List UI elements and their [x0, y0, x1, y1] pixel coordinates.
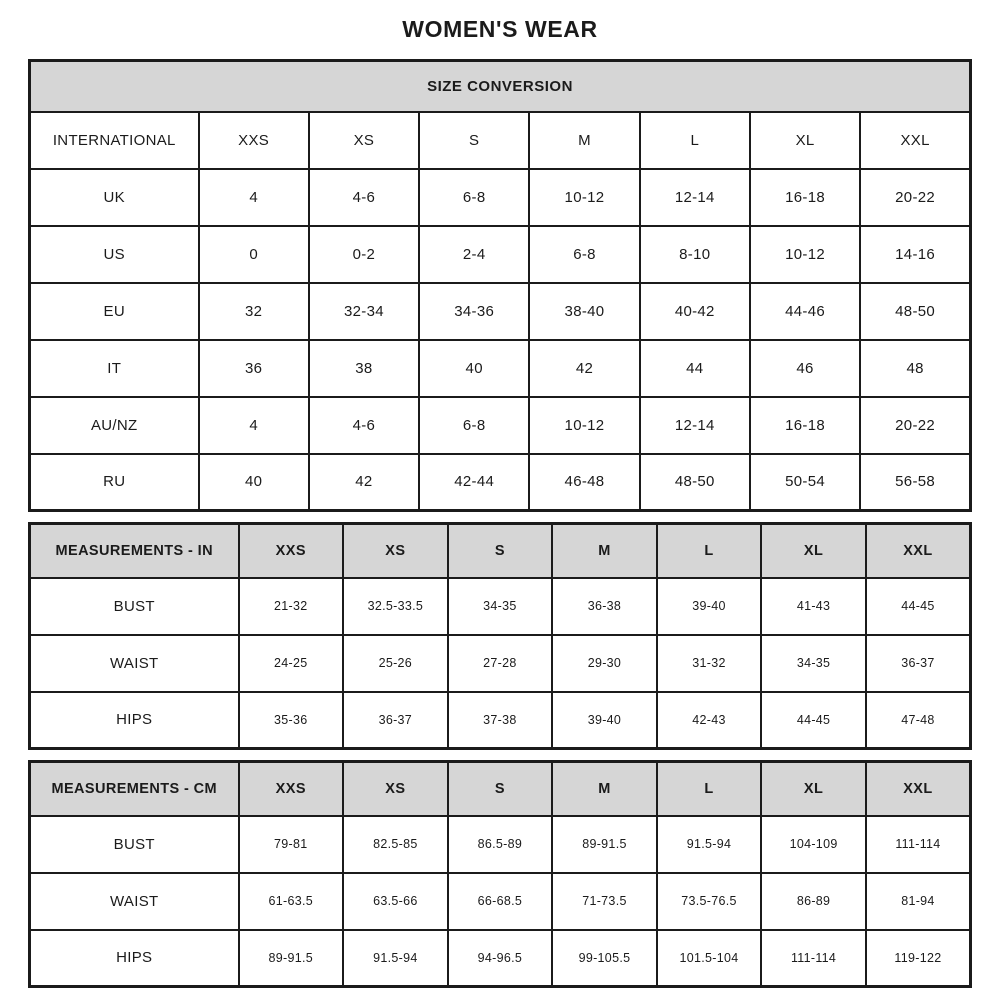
size-value: 0: [199, 226, 309, 283]
size-value: 42-44: [419, 454, 529, 511]
measurement-value: 37-38: [448, 692, 553, 749]
size-value: 4: [199, 397, 309, 454]
size-value: 4-6: [309, 397, 419, 454]
size-value: 48: [860, 340, 970, 397]
size-value: 38: [309, 340, 419, 397]
column-header-size: XS: [309, 112, 419, 169]
size-value: 16-18: [750, 397, 860, 454]
column-header-size: XXS: [239, 524, 344, 578]
measurement-value: 47-48: [866, 692, 971, 749]
column-header-size: XXS: [239, 762, 344, 816]
measurement-value: 29-30: [552, 635, 657, 692]
table-row: [30, 226, 971, 283]
size-value: 8-10: [640, 226, 750, 283]
size-value: 0-2: [309, 226, 419, 283]
measurement-value: 36-37: [866, 635, 971, 692]
table-row: [30, 169, 971, 226]
measurement-value: 73.5-76.5: [657, 873, 762, 930]
table-row: [30, 692, 971, 749]
column-header-size: XL: [750, 112, 860, 169]
measurement-value: 61-63.5: [239, 873, 344, 930]
column-header-size: XXL: [866, 524, 971, 578]
column-header-size: XS: [343, 762, 448, 816]
measurement-value: 34-35: [448, 578, 553, 635]
size-value: 16-18: [750, 169, 860, 226]
measurement-value: 111-114: [761, 930, 866, 987]
column-header-size: M: [552, 762, 657, 816]
table-row: [30, 816, 971, 873]
size-value: 10-12: [750, 226, 860, 283]
size-value: 38-40: [529, 283, 639, 340]
table-row: [30, 112, 971, 169]
size-value: 20-22: [860, 169, 970, 226]
column-header-size: S: [448, 762, 553, 816]
page-title: WOMEN'S WEAR: [402, 16, 598, 42]
size-value: 4: [199, 169, 309, 226]
size-conversion-table: [28, 59, 972, 512]
measurement-value: 86.5-89: [448, 816, 553, 873]
size-value: 44-46: [750, 283, 860, 340]
table-row: [30, 340, 971, 397]
column-header-size: M: [529, 112, 639, 169]
measurement-value: 39-40: [657, 578, 762, 635]
measurement-value: 91.5-94: [343, 930, 448, 987]
size-value: 48-50: [860, 283, 970, 340]
measurement-value: 94-96.5: [448, 930, 553, 987]
size-value: 40-42: [640, 283, 750, 340]
measurements-cm-table: [28, 760, 972, 988]
measurement-value: 63.5-66: [343, 873, 448, 930]
size-conversion-header: SIZE CONVERSION: [30, 61, 971, 112]
column-header-size: S: [448, 524, 553, 578]
measurement-value: 81-94: [866, 873, 971, 930]
size-value: 32-34: [309, 283, 419, 340]
measurements-in-header: MEASUREMENTS - IN: [30, 524, 239, 578]
column-header-size: S: [419, 112, 529, 169]
table-row: [30, 578, 971, 635]
measurement-value: 66-68.5: [448, 873, 553, 930]
measurement-label: HIPS: [30, 692, 239, 749]
size-value: 6-8: [529, 226, 639, 283]
table-row: [30, 635, 971, 692]
measurement-value: 36-38: [552, 578, 657, 635]
measurement-value: 21-32: [239, 578, 344, 635]
region-label: US: [30, 226, 199, 283]
size-value: 44: [640, 340, 750, 397]
measurement-value: 79-81: [239, 816, 344, 873]
measurement-label: WAIST: [30, 873, 239, 930]
measurement-value: 36-37: [343, 692, 448, 749]
size-value: 42: [529, 340, 639, 397]
column-header-size: L: [657, 524, 762, 578]
measurement-value: 44-45: [761, 692, 866, 749]
column-header-size: XXL: [860, 112, 970, 169]
measurement-value: 25-26: [343, 635, 448, 692]
column-header-size: XXL: [866, 762, 971, 816]
table-row: [30, 873, 971, 930]
size-value: 10-12: [529, 397, 639, 454]
measurement-value: 91.5-94: [657, 816, 762, 873]
measurement-value: 24-25: [239, 635, 344, 692]
measurement-value: 104-109: [761, 816, 866, 873]
size-value: 10-12: [529, 169, 639, 226]
size-value: 46-48: [529, 454, 639, 511]
column-header-size: L: [640, 112, 750, 169]
measurement-value: 111-114: [866, 816, 971, 873]
measurement-value: 27-28: [448, 635, 553, 692]
measurement-value: 35-36: [239, 692, 344, 749]
table-row: [30, 283, 971, 340]
size-value: 48-50: [640, 454, 750, 511]
size-value: 6-8: [419, 169, 529, 226]
region-label: RU: [30, 454, 199, 511]
region-label: UK: [30, 169, 199, 226]
size-value: 50-54: [750, 454, 860, 511]
region-label: IT: [30, 340, 199, 397]
size-value: 6-8: [419, 397, 529, 454]
measurement-value: 39-40: [552, 692, 657, 749]
measurement-value: 119-122: [866, 930, 971, 987]
measurement-label: HIPS: [30, 930, 239, 987]
size-value: 12-14: [640, 169, 750, 226]
measurements-in-body: [30, 524, 971, 749]
table-row: [30, 61, 971, 112]
table-row: [30, 762, 971, 816]
table-row: [30, 397, 971, 454]
size-value: 20-22: [860, 397, 970, 454]
measurements-in-table: [28, 522, 972, 750]
column-header-size: XL: [761, 762, 866, 816]
measurement-value: 89-91.5: [239, 930, 344, 987]
measurements-cm-header: MEASUREMENTS - CM: [30, 762, 239, 816]
table-row: [30, 454, 971, 511]
measurement-value: 41-43: [761, 578, 866, 635]
measurement-value: 99-105.5: [552, 930, 657, 987]
measurement-value: 82.5-85: [343, 816, 448, 873]
measurement-label: BUST: [30, 816, 239, 873]
size-value: 12-14: [640, 397, 750, 454]
column-header-international: INTERNATIONAL: [30, 112, 199, 169]
size-value: 4-6: [309, 169, 419, 226]
column-header-size: XS: [343, 524, 448, 578]
size-value: 42: [309, 454, 419, 511]
measurement-label: WAIST: [30, 635, 239, 692]
table-row: [30, 930, 971, 987]
measurement-value: 31-32: [657, 635, 762, 692]
measurement-value: 86-89: [761, 873, 866, 930]
measurement-value: 89-91.5: [552, 816, 657, 873]
size-value: 2-4: [419, 226, 529, 283]
measurement-value: 71-73.5: [552, 873, 657, 930]
table-row: [30, 524, 971, 578]
size-value: 14-16: [860, 226, 970, 283]
size-value: 40: [199, 454, 309, 511]
region-label: EU: [30, 283, 199, 340]
measurement-value: 44-45: [866, 578, 971, 635]
measurement-value: 42-43: [657, 692, 762, 749]
measurement-value: 101.5-104: [657, 930, 762, 987]
column-header-size: XL: [761, 524, 866, 578]
measurement-label: BUST: [30, 578, 239, 635]
size-value: 34-36: [419, 283, 529, 340]
region-label: AU/NZ: [30, 397, 199, 454]
size-value: 46: [750, 340, 860, 397]
column-header-size: M: [552, 524, 657, 578]
measurement-value: 34-35: [761, 635, 866, 692]
size-value: 40: [419, 340, 529, 397]
measurement-value: 32.5-33.5: [343, 578, 448, 635]
column-header-size: XXS: [199, 112, 309, 169]
column-header-size: L: [657, 762, 762, 816]
measurements-cm-body: [30, 762, 971, 987]
size-value: 56-58: [860, 454, 970, 511]
size-value: 32: [199, 283, 309, 340]
size-conversion-body: [30, 61, 971, 511]
size-value: 36: [199, 340, 309, 397]
